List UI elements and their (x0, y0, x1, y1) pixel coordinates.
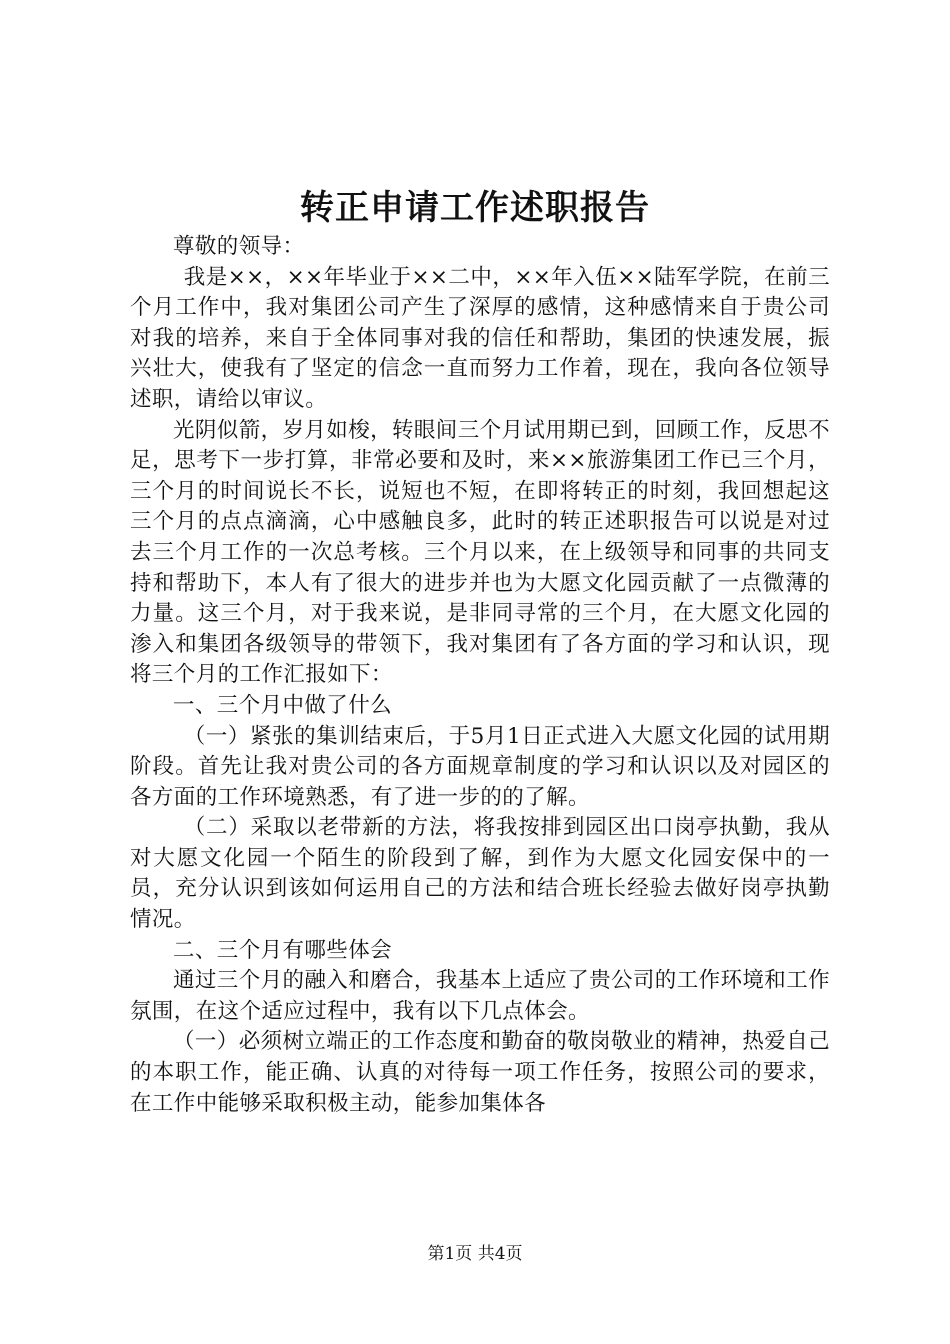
paragraph-review: 光阴似箭，岁月如梭，转眼间三个月试用期已到，回顾工作，反思不足，思考下一步打算，非常必要和及时，来××旅游集团工作已三个月，三个月的时间说长不长，说短也不短，在即将转正的时刻，我回想起这三个月的点点滴滴，心中感触良多，此时的转正述职报告可以说是对过去三个月工作的一次总考核。三个月以来，在上级领导和同事的共同支持和帮助下，本人有了很大的进步并也为大愿文化园贡献了一点微薄的力量。这三个月，对于我来说，是非同寻常的三个月，在大愿文化园的渗入和集团各级领导的带领下，我对集团有了各方面的学习和认识，现将三个月的工作汇报如下： (130, 417, 831, 688)
salutation: 尊敬的领导： (173, 234, 305, 259)
paragraph-item-2: （二）采取以老带新的方法，将我按排到园区出口岗亭执勤，我从对大愿文化园一个陌生的阶段到了解，到作为大愿文化园安保中的一员，充分认识到该如何运用自己的方法和结合班长经验去做好岗亭执勤情况。 (130, 815, 830, 933)
document-body (130, 232, 830, 1119)
paragraph-introduction: 我是××，××年毕业于××二中，××年入伍××陆军学院，在前三个月工作中，我对集团公司产生了深厚的感情，这种感情来自于贵公司对我的培养，来自于全体同事对我的信任和帮助，集团的快速发展，振兴壮大，使我有了坚定的信念一直而努力工作着，现在，我向各位领导述职，请给以审议。 (130, 264, 830, 412)
page-footer: 第1页 共4页 (427, 1244, 523, 1264)
document-title: 转正申请工作述职报告 (300, 188, 650, 228)
paragraph-experience: 通过三个月的融入和磨合，我基本上适应了贵公司的工作环境和工作氛围，在这个适应过程中，我有以下几点体会。 (130, 968, 831, 1024)
section-heading-one: 一、三个月中做了什么 (173, 692, 393, 718)
paragraph-item-1: （一）紧张的集训结束后，于5月1日正式进入大愿文化园的试用期阶段。首先让我对贵公司的各方面规章制度的学习和认识以及对园区的各方面的工作环境熟悉，有了进一步的的了解。 (130, 723, 830, 810)
section-heading-two: 二、三个月有哪些体会 (173, 937, 393, 963)
paragraph-experience-item-1: （一）必须树立端正的工作态度和勤奋的敬岗敬业的精神，热爱自己的本职工作，能正确、认真的对待每一项工作任务，按照公司的要求，在工作中能够采取积极主动，能参加集体各 (130, 1029, 831, 1116)
